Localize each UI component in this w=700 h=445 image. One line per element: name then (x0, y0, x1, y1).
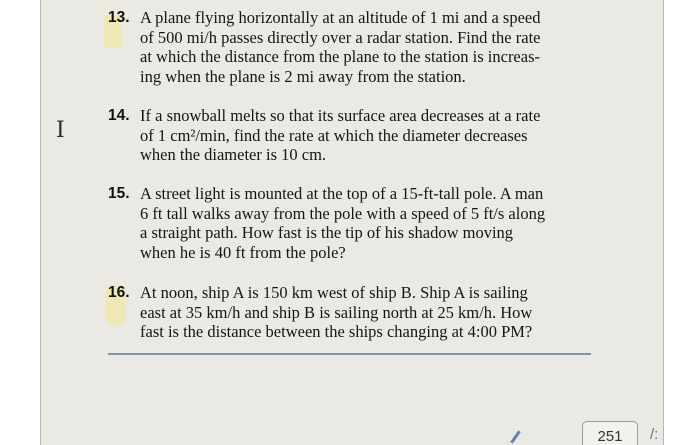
problem-line: when he is 40 ft from the pole? (140, 242, 346, 262)
page-number-box: 251 (582, 421, 638, 445)
problem-number: 16. (108, 284, 130, 301)
problem-number: 15. (108, 185, 130, 202)
problem-number: 13. (108, 9, 130, 26)
problem-line: fast is the distance between the ships changing at 4:00 PM? (140, 322, 533, 342)
problem-line: when the diameter is 10 cm. (140, 145, 327, 165)
problem-line: a straight path. How fast is the tip of his shadow moving (140, 223, 514, 243)
problem-text (140, 8, 580, 86)
problem-line: ing when the plane is 2 mi away from the station. (140, 66, 466, 86)
problem-line: A plane flying horizontally at an altitude of 1 mi and a speed (140, 8, 541, 27)
problem-line: A street light is mounted at the top of a 15-ft-tall pole. A man (140, 184, 544, 203)
problem-line: 6 ft tall walks away from the pole with a speed of 5 ft/s along (140, 203, 546, 223)
problem-line: of 1 cm²/min, find the rate at which the diameter decreases (140, 125, 528, 145)
problem-16 (108, 283, 580, 342)
problem-line: east at 35 km/h and ship B is sailing north at 25 km/h. How (140, 302, 533, 322)
problem-text (140, 106, 580, 165)
problem-line: at which the distance from the plane to the station is increas- (140, 47, 540, 67)
problem-text (140, 283, 580, 342)
problem-line: At noon, ship A is 150 km west of ship B. Ship A is sailing (140, 283, 528, 302)
problem-14 (108, 106, 580, 165)
edge-pen-mark: /: (650, 426, 659, 443)
problem-line: If a snowball melts so that its surface area decreases at a rate (140, 106, 541, 125)
text-cursor-icon: I (56, 118, 65, 143)
problem-13 (108, 8, 580, 86)
underline-rule (108, 353, 591, 355)
problem-15 (108, 184, 580, 262)
problem-number: 14. (108, 107, 130, 124)
problem-text (140, 184, 580, 262)
problem-line: of 500 mi/h passes directly over a radar station. Find the rate (140, 27, 541, 47)
